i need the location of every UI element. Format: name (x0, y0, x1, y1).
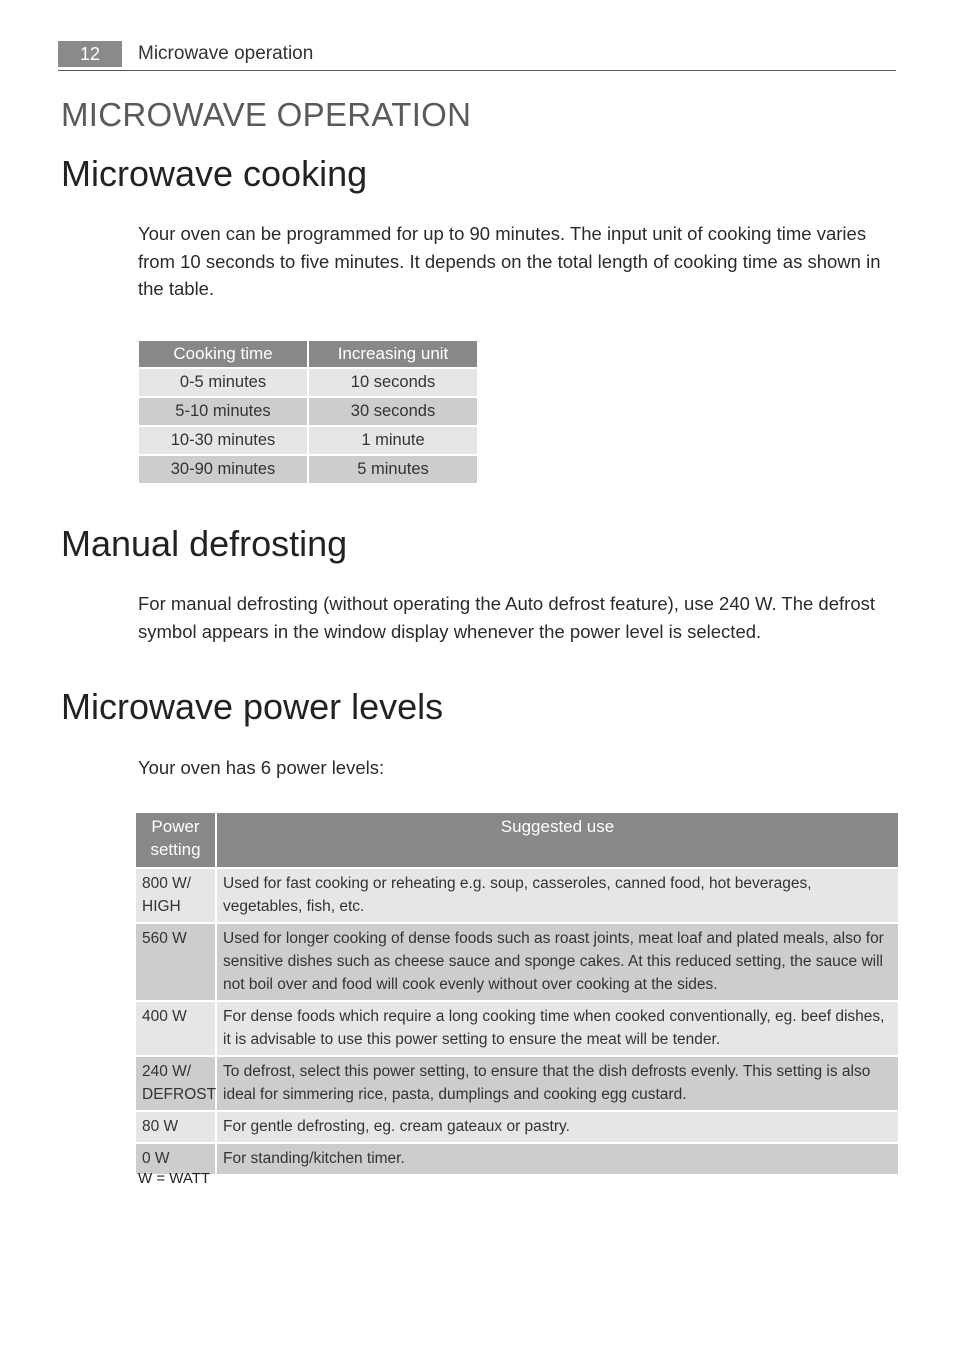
cooking-time-cell: 0-5 minutes (138, 368, 308, 397)
unit-footnote: W = WATT (138, 1170, 211, 1187)
suggested-use-cell: For dense foods which require a long cooking time when cooked conventionally, eg. beef dishes, it is advisable to use this power setting to ensure the meat will be tender. (216, 1001, 899, 1056)
table-header-row (135, 812, 899, 868)
heading-microwave-cooking: Microwave cooking (61, 153, 368, 194)
heading-manual-defrosting: Manual defrosting (61, 523, 348, 564)
cooking-time-cell: 30-90 minutes (138, 455, 308, 484)
chapter-title: MICROWAVE OPERATION (61, 96, 472, 133)
table-header-row (138, 340, 478, 368)
power-setting-cell: 0 W (135, 1143, 216, 1175)
increasing-unit-cell: 1 minute (308, 426, 478, 455)
table-row (135, 1056, 899, 1111)
table-row (138, 426, 478, 455)
power-setting-cell: 400 W (135, 1001, 216, 1056)
column-header: Suggested use (216, 812, 899, 868)
suggested-use-cell: Used for longer cooking of dense foods such as roast joints, meat loaf and plated meals, also for sensitive dishes such as cheese sauce and sponge cakes. At this reduced setting, the sauce will not boil over and food will cook evenly without over cooking at the sides. (216, 923, 899, 1001)
table-row (138, 368, 478, 397)
table-row (138, 397, 478, 426)
column-header: Cooking time (138, 340, 308, 368)
paragraph-manual-defrosting: For manual defrosting (without operating the Auto defrost feature), use 240 W. The defrost symbol appears in the window display whenever the power level is selected. (138, 593, 875, 642)
table-row (135, 923, 899, 1001)
suggested-use-cell: To defrost, select this power setting, to ensure that the dish defrosts evenly. This setting is also ideal for simmering rice, pasta, dumplings and cooking egg custard. (216, 1056, 899, 1111)
heading-power-levels: Microwave power levels (61, 686, 444, 727)
table-row (135, 1001, 899, 1056)
paragraph-power-levels: Your oven has 6 power levels: (138, 757, 385, 778)
suggested-use-cell: Used for fast cooking or reheating e.g. soup, casseroles, canned food, hot beverages, vegetables, fish, etc. (216, 868, 899, 923)
header-section-title: Microwave operation (138, 43, 314, 64)
increasing-unit-cell: 30 seconds (308, 397, 478, 426)
power-setting-cell: 800 W/ HIGH (135, 868, 216, 923)
page-number: 12 (58, 41, 122, 67)
suggested-use-cell: For standing/kitchen timer. (216, 1143, 899, 1175)
power-setting-cell: 80 W (135, 1111, 216, 1143)
table-row (138, 455, 478, 484)
power-levels-table (134, 811, 900, 1176)
suggested-use-cell: For gentle defrosting, eg. cream gateaux or pastry. (216, 1111, 899, 1143)
table-row (135, 1111, 899, 1143)
table-row (135, 1143, 899, 1175)
column-header: Increasing unit (308, 340, 478, 368)
power-setting-cell: 240 W/ DEFROST (135, 1056, 216, 1111)
cooking-time-table (137, 339, 479, 485)
increasing-unit-cell: 10 seconds (308, 368, 478, 397)
increasing-unit-cell: 5 minutes (308, 455, 478, 484)
cooking-time-cell: 10-30 minutes (138, 426, 308, 455)
power-setting-cell: 560 W (135, 923, 216, 1001)
page-header (58, 40, 896, 71)
cooking-time-cell: 5-10 minutes (138, 397, 308, 426)
paragraph-microwave-cooking: Your oven can be programmed for up to 90 minutes. The input unit of cooking time varies from 10 seconds to five minutes. It depends on the total length of cooking time as shown in the table. (138, 223, 881, 299)
column-header: Power setting (135, 812, 216, 868)
table-row (135, 868, 899, 923)
